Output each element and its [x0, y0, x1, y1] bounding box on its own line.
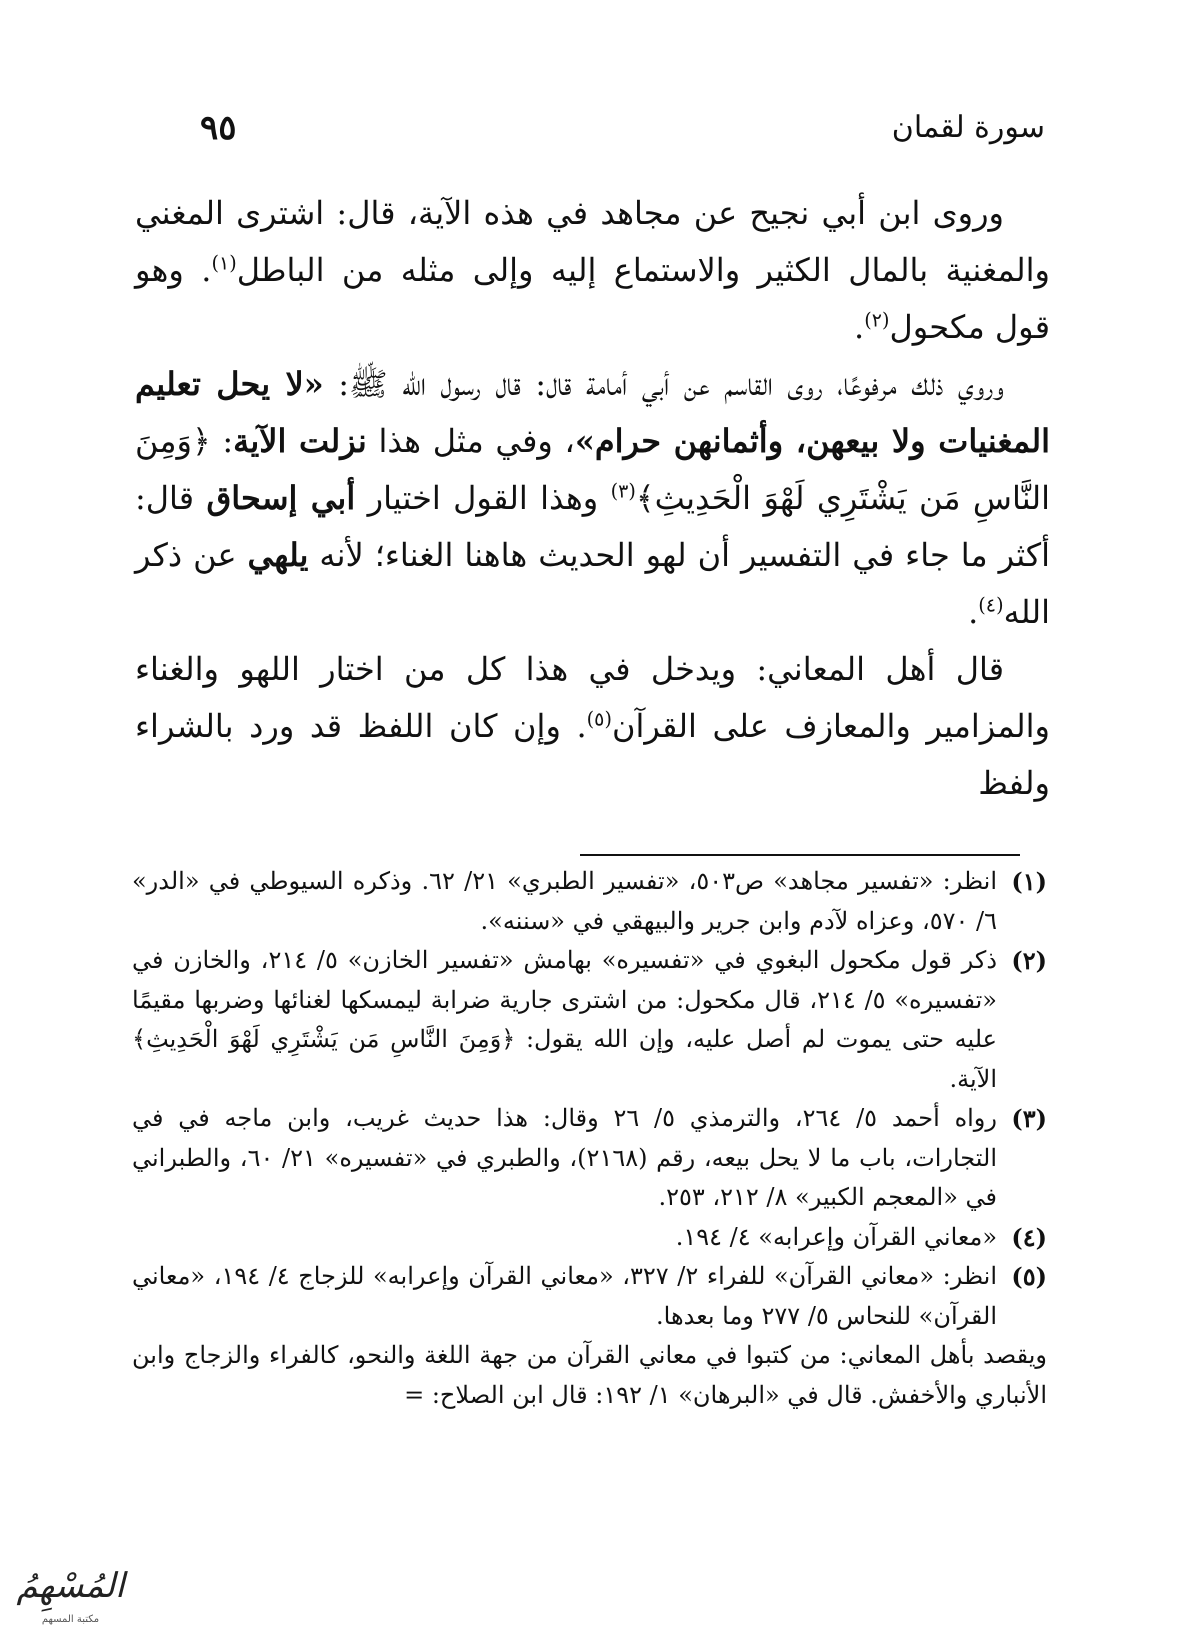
quran-verse: : ﴿وَمِنَ النَّاسِ مَن يَشْتَرِي لَهْوَ الْحَدِيثِ﴾ — [135, 422, 1051, 517]
p2-text-d: وهذا القول اختيار — [355, 479, 611, 517]
footnote-2 — [132, 941, 1047, 1099]
footnote-ref-3: (٣) — [610, 479, 636, 503]
footnote-number: (٢) — [1011, 946, 1047, 975]
p2-text-e: قال: أكثر ما جاء في التفسير أن لهو الحديث هاهنا الغناء؛ لأنه — [135, 479, 1051, 574]
p3-text-b: . وإن كان اللفظ قد ورد بالشراء ولفظ — [135, 707, 1050, 802]
footnote-ref-1: (١) — [211, 251, 237, 275]
paragraph-2 — [135, 356, 1050, 641]
p2-text-b: ، وفي مثل هذا — [366, 422, 575, 460]
running-title: سورة لقمان — [891, 110, 1045, 145]
footnote-1 — [132, 862, 1047, 941]
footnote-number: (٥) — [1011, 1262, 1047, 1291]
footnote-5 — [132, 1257, 1047, 1336]
footnote-text: «معاني القرآن وإعرابه» ٤/ ١٩٤. — [675, 1222, 997, 1251]
p2-text-f: عن ذكر الله — [135, 536, 1050, 631]
footnote-ref-4: (٤) — [978, 593, 1004, 617]
footnote-text: انظر: «معاني القرآن» للفراء ٢/ ٣٢٧، «معاني القرآن وإعرابه» للزجاج ٤/ ١٩٤، «معاني القرآن» للنحاس ٥/ ٢٧٧ وما بعدها. — [132, 1262, 997, 1330]
seal-subtitle: مكتبة المسهم — [41, 1614, 100, 1625]
footnote-number: (٤) — [1011, 1222, 1047, 1252]
page-number: ٩٥ — [200, 108, 237, 148]
paragraph-3 — [135, 641, 1050, 812]
footnote-text: ذكر قول مكحول البغوي في «تفسيره» بهامش «تفسير الخازن» ٥/ ٢١٤، والخازن في «تفسيره» ٥/ ٢١٤، قال مكحول: من اشترى جارية ضرابة ليمسكها لغنائها وضربها مقيمًا عليه حتى يموت لم أصل عليه، وإن الله يقول: ﴿وَمِنَ النَّاسِ مَن يَشْتَرِي لَهْوَ الْحَدِيثِ﴾ الآية. — [132, 946, 998, 1093]
p1-text-b: . وهو قول مكحول — [135, 251, 1050, 346]
p2-text-a: وروي ذلك مرفوعًا، روى القاسم عن أبي أمامة قال: قال رسول الله ﷺ: — [323, 365, 1004, 403]
publisher-seal — [8, 1560, 133, 1638]
p1-text-a: وروى ابن أبي نجيح عن مجاهد في هذه الآية، قال: اشترى المغني والمغنية بالمال الكثير والاستماع إليه وإلى مثله من الباطل — [135, 194, 1051, 289]
p2-bold-b: نزلت الآية — [233, 422, 367, 460]
seal-calligraphy: المُسْهِمُ — [16, 1566, 125, 1606]
p2-text-g: . — [968, 593, 979, 631]
footnote-4 — [132, 1218, 1047, 1258]
main-text — [135, 185, 1050, 812]
hadith-quote: «لا يحل تعليم المغنيات ولا بيعهن، وأثمانهن حرام» — [135, 365, 1051, 460]
p2-bold-d: يلهي — [247, 536, 309, 574]
p3-text-a: قال أهل المعاني: ويدخل في هذا كل من اختار اللهو والغناء والمزامير والمعازف على القرآن — [135, 650, 1051, 745]
footnote-divider — [580, 854, 1020, 856]
footnote-ref-5: (٥) — [586, 707, 612, 731]
footnote-continuation: ويقصد بأهل المعاني: من كتبوا في معاني القرآن من جهة اللغة والنحو، كالفراء والزجاج وابن الأنباري والأخفش. قال في «البرهان» ١/ ١٩٢: قال ابن الصلاح: = — [132, 1341, 1047, 1409]
footnote-text: رواه أحمد ٥/ ٢٦٤، والترمذي ٥/ ٢٦ وقال: هذا حديث غريب، وابن ماجه في في التجارات، باب ما لا يحل بيعه، رقم (٢١٦٨)، والطبري في «تفسيره» ٢١/ ٦٠، والطبراني في «المعجم الكبير» ٨/ ٢١٢، ٢٥٣. — [132, 1104, 998, 1211]
p2-bold-c: أبي إسحاق — [206, 479, 356, 517]
footnote-ref-2: (٢) — [864, 308, 890, 332]
footnote-text: انظر: «تفسير مجاهد» ص٥٠٣، «تفسير الطبري» ٢١/ ٦٢. وذكره السيوطي في «الدر» ٦/ ٥٧٠، وعزاه لآدم وابن جرير والبيهقي في «سننه». — [132, 867, 997, 935]
paragraph-1 — [135, 185, 1050, 356]
footnotes — [132, 862, 1047, 1415]
page-header — [140, 108, 1045, 158]
footnote-3 — [132, 1099, 1047, 1218]
footnote-number: (٣) — [1011, 1104, 1047, 1133]
p1-text-c: . — [854, 308, 865, 346]
footnote-number: (١) — [1011, 867, 1047, 896]
